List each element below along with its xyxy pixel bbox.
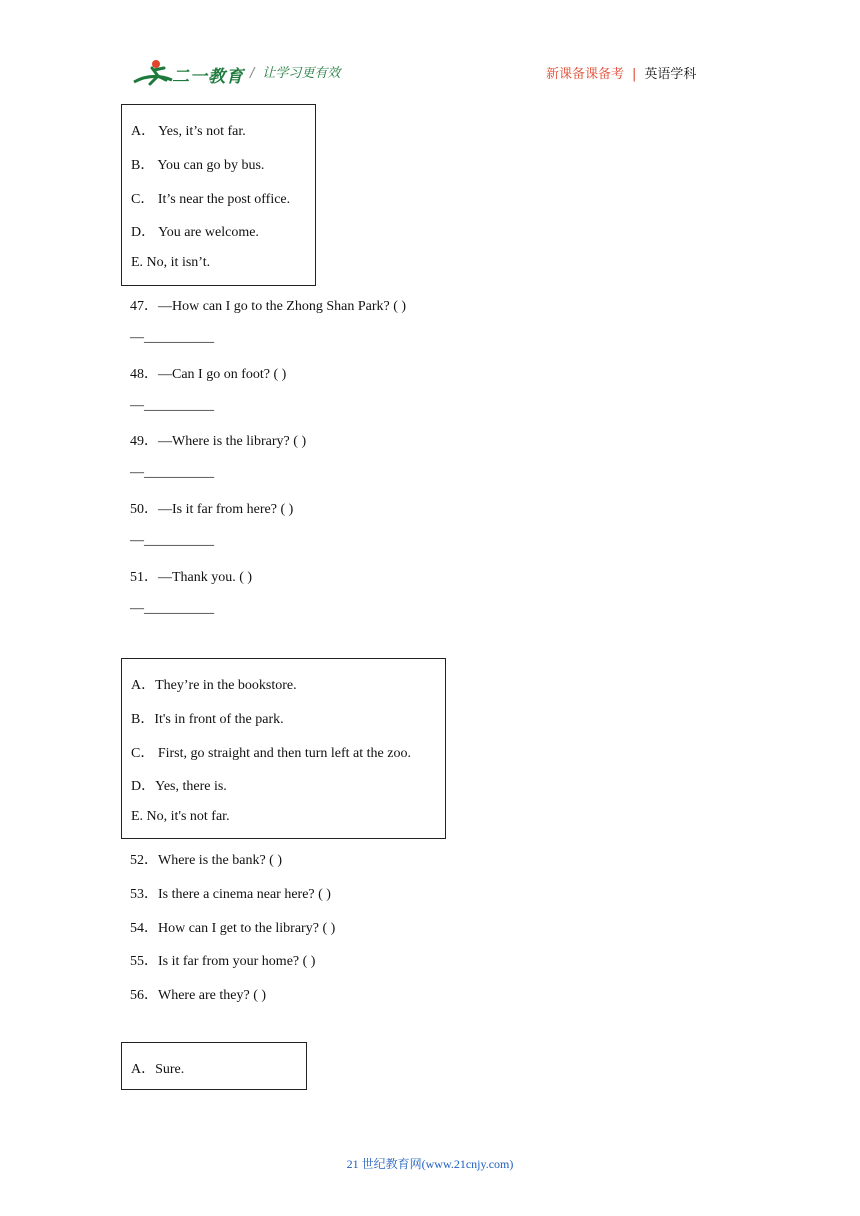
question-55: 55．Is it far from your home? ( ) <box>130 954 316 969</box>
option-d: D． You are welcome. <box>131 225 259 240</box>
answer-blank-50[interactable]: —__________ <box>130 533 214 548</box>
footer-source[interactable]: 21 世纪教育网(www.21cnjy.com) <box>346 1157 514 1171</box>
options-box-3 <box>121 1042 307 1090</box>
answer-blank-48[interactable]: —__________ <box>130 398 214 413</box>
options-box-2 <box>121 658 446 839</box>
header-course: 新课备课备考 <box>546 67 625 82</box>
option-a: A．Sure. <box>131 1062 185 1077</box>
question-50: 50．—Is it far from here? ( ) <box>130 502 294 517</box>
answer-blank-49[interactable]: —__________ <box>130 465 214 480</box>
question-48: 48．—Can I go on foot? ( ) <box>130 367 287 382</box>
logo-text: 二一教育 <box>172 67 244 87</box>
option-b: B． You can go by bus. <box>131 158 265 173</box>
options-box-1 <box>121 104 316 286</box>
option-b: B．It's in front of the park. <box>131 712 284 727</box>
question-53: 53．Is there a cinema near here? ( ) <box>130 887 331 902</box>
question-56: 56．Where are they? ( ) <box>130 988 267 1003</box>
option-c: C． First, go straight and then turn left at the zoo. <box>131 746 411 761</box>
option-d: D．Yes, there is. <box>131 779 227 794</box>
option-c: C． It’s near the post office. <box>131 192 291 207</box>
header-right: 新课备课备考 | 英语学科 <box>546 67 697 82</box>
question-49: 49．—Where is the library? ( ) <box>130 434 307 449</box>
answer-blank-47[interactable]: —__________ <box>130 330 214 345</box>
page-header <box>0 0 860 100</box>
option-a: A． Yes, it’s not far. <box>131 124 246 139</box>
option-a: A．They’re in the bookstore. <box>131 678 297 693</box>
answer-blank-51[interactable]: —__________ <box>130 601 214 616</box>
question-47: 47．—How can I go to the Zhong Shan Park? ( ) <box>130 299 407 314</box>
slogan: / 让学习更有效 <box>250 66 341 81</box>
header-subject: 英语学科 <box>644 67 697 82</box>
option-e: E. No, it isn’t. <box>131 255 211 270</box>
slogan-text: 让学习更有效 <box>262 66 341 81</box>
question-54: 54．How can I get to the library? ( ) <box>130 921 336 936</box>
option-e: E. No, it's not far. <box>131 809 230 824</box>
question-52: 52．Where is the bank? ( ) <box>130 853 282 868</box>
question-51: 51．—Thank you. ( ) <box>130 570 253 585</box>
